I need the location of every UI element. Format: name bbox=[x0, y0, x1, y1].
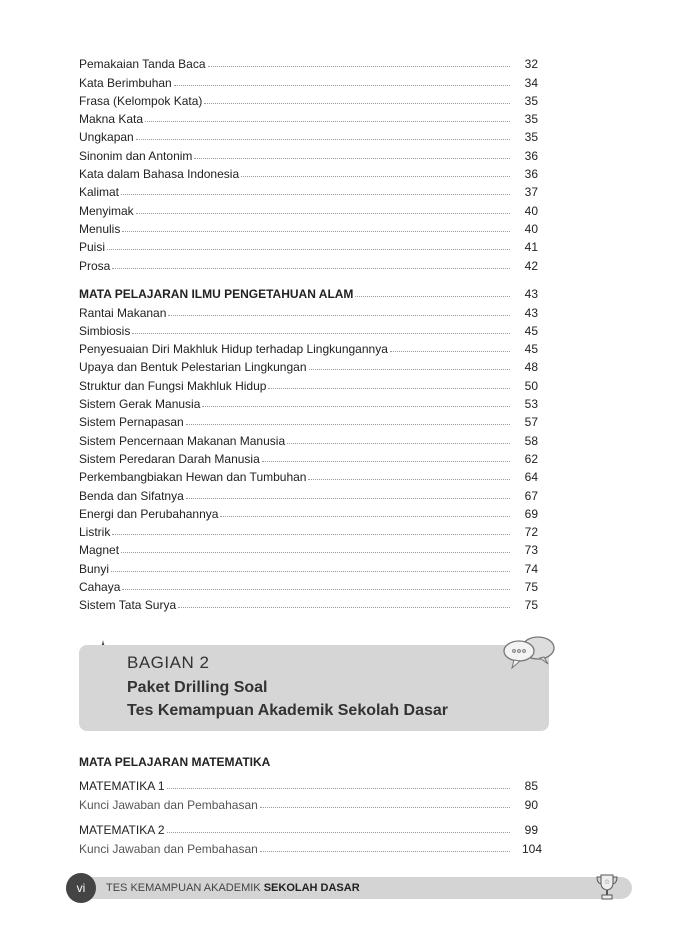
toc-entry-page: 67 bbox=[524, 488, 538, 503]
dot-leader bbox=[111, 571, 510, 572]
toc-entry-page: 35 bbox=[524, 130, 538, 145]
toc-entry-title: Frasa (Kelompok Kata) bbox=[79, 93, 203, 108]
toc-entry-page: 36 bbox=[524, 167, 538, 182]
svg-text:☆: ☆ bbox=[603, 879, 611, 886]
toc-entry-title: Bunyi bbox=[79, 561, 110, 576]
toc-entry-title: MATEMATIKA 2 bbox=[79, 823, 165, 838]
toc-entry[interactable] bbox=[79, 484, 538, 502]
toc-entry-title: Listrik bbox=[79, 525, 111, 540]
toc-entry-page: 75 bbox=[524, 580, 538, 595]
toc-entry-title: Sinonim dan Antonim bbox=[79, 148, 193, 163]
toc-entry-title: Sistem Peredaran Darah Manusia bbox=[79, 451, 260, 466]
dot-leader bbox=[186, 424, 510, 425]
dot-leader bbox=[122, 231, 510, 232]
toc-entry-page: 45 bbox=[524, 342, 538, 357]
dot-leader bbox=[308, 479, 510, 480]
toc-entry[interactable] bbox=[79, 819, 538, 837]
toc-entry-page: 34 bbox=[524, 75, 538, 90]
page-number: vi bbox=[66, 873, 96, 903]
toc-entry[interactable] bbox=[79, 503, 538, 521]
toc-entry[interactable] bbox=[79, 429, 538, 447]
toc-entry[interactable] bbox=[79, 144, 538, 162]
toc-entry-title: MATA PELAJARAN ILMU PENGETAHUAN ALAM bbox=[79, 287, 354, 302]
toc-entry-page: 50 bbox=[524, 378, 538, 393]
dot-leader bbox=[262, 461, 510, 462]
toc-entry-page: 42 bbox=[524, 258, 538, 273]
toc-entry-title: Upaya dan Bentuk Pelestarian Lingkungan bbox=[79, 360, 307, 375]
toc-entry-page: 37 bbox=[524, 185, 538, 200]
toc-entry-page: 73 bbox=[524, 543, 538, 558]
dot-leader bbox=[268, 388, 510, 389]
dot-leader bbox=[136, 213, 510, 214]
trophy-icon bbox=[596, 873, 618, 901]
toc-entry-page: 41 bbox=[524, 240, 538, 255]
toc-entry-title: Rantai Makanan bbox=[79, 305, 167, 320]
toc-entry-title: Sistem Tata Surya bbox=[79, 598, 177, 613]
dot-leader bbox=[112, 534, 510, 535]
dot-leader bbox=[107, 249, 510, 250]
toc-entry[interactable] bbox=[79, 539, 538, 557]
toc-entry-title: Simbiosis bbox=[79, 323, 131, 338]
toc-entry-title: Prosa bbox=[79, 258, 111, 273]
toc-entry-page: 69 bbox=[524, 506, 538, 521]
toc-entry[interactable] bbox=[79, 199, 538, 217]
toc-entry-page: 58 bbox=[524, 433, 538, 448]
toc-entry[interactable] bbox=[79, 163, 538, 181]
dot-leader bbox=[178, 607, 510, 608]
toc-entry-title: Puisi bbox=[79, 240, 106, 255]
toc-entry-title: Kunci Jawaban dan Pembahasan bbox=[79, 797, 258, 812]
toc-matematika-2 bbox=[79, 819, 543, 856]
dot-leader bbox=[220, 516, 510, 517]
toc-entry-title: Energi dan Perubahannya bbox=[79, 506, 219, 521]
toc-entry-page: 99 bbox=[524, 823, 538, 838]
toc-entry[interactable] bbox=[79, 393, 538, 411]
toc-entry[interactable] bbox=[79, 557, 538, 575]
toc-entry[interactable] bbox=[79, 108, 538, 126]
toc-entry-page: 43 bbox=[524, 305, 538, 320]
toc-entry-title: Makna Kata bbox=[79, 112, 144, 127]
toc-entry-title: Magnet bbox=[79, 543, 120, 558]
banner-label: BAGIAN 2 bbox=[127, 653, 210, 672]
matematika-heading: MATA PELAJARAN MATEMATIKA bbox=[79, 755, 271, 769]
dot-leader bbox=[112, 268, 510, 269]
toc-section-heading[interactable] bbox=[79, 283, 538, 301]
toc-entry[interactable] bbox=[79, 521, 538, 539]
toc-entry-page: 40 bbox=[524, 221, 538, 236]
toc-entry[interactable] bbox=[79, 576, 538, 594]
toc-entry-page: 74 bbox=[524, 561, 538, 576]
toc-entry-page: 35 bbox=[524, 112, 538, 127]
toc-entry[interactable] bbox=[79, 218, 538, 236]
toc-entry[interactable] bbox=[79, 301, 538, 319]
toc-entry-title: Kata dalam Bahasa Indonesia bbox=[79, 167, 240, 182]
toc-entry-page: 62 bbox=[524, 451, 538, 466]
dot-leader bbox=[309, 369, 511, 370]
toc-entry-title: Menulis bbox=[79, 221, 121, 236]
banner-title-line2: Tes Kemampuan Akademik Sekolah Dasar bbox=[127, 702, 449, 719]
toc-entry-page: 53 bbox=[524, 397, 538, 412]
dot-leader bbox=[121, 194, 510, 195]
toc-entry[interactable] bbox=[79, 181, 538, 199]
dot-leader bbox=[167, 788, 510, 789]
toc-entry[interactable] bbox=[79, 448, 538, 466]
toc-entry[interactable] bbox=[79, 374, 538, 392]
dot-leader bbox=[202, 406, 510, 407]
toc-matematika-1 bbox=[79, 775, 538, 812]
dot-leader bbox=[122, 589, 510, 590]
dot-leader bbox=[260, 807, 510, 808]
footer-title-light: TES KEMAMPUAN AKADEMIK bbox=[106, 882, 264, 894]
toc-entry[interactable] bbox=[79, 594, 538, 612]
dot-leader bbox=[145, 121, 510, 122]
toc-entry-title: MATEMATIKA 1 bbox=[79, 779, 165, 794]
toc-entry-title: Benda dan Sifatnya bbox=[79, 488, 184, 503]
dot-leader bbox=[287, 443, 510, 444]
toc-entry-page: 43 bbox=[524, 287, 538, 302]
toc-entry[interactable] bbox=[79, 236, 538, 254]
dot-leader bbox=[194, 158, 510, 159]
dot-leader bbox=[174, 85, 510, 86]
toc-entry-page: 85 bbox=[524, 779, 538, 794]
toc-entry-title: Pemakaian Tanda Baca bbox=[79, 57, 206, 72]
footer-title bbox=[106, 882, 360, 894]
toc-entry-title: Sistem Pernapasan bbox=[79, 415, 184, 430]
dot-leader bbox=[121, 552, 510, 553]
toc-entry-page: 48 bbox=[524, 360, 538, 375]
section-banner bbox=[79, 645, 549, 731]
toc-entry-title: Ungkapan bbox=[79, 130, 134, 145]
toc-entry-page: 45 bbox=[524, 323, 538, 338]
dot-leader bbox=[355, 296, 510, 297]
dot-leader bbox=[167, 832, 510, 833]
dot-leader bbox=[204, 103, 510, 104]
dot-leader bbox=[241, 176, 510, 177]
dot-leader bbox=[186, 498, 510, 499]
toc-ipa-list bbox=[79, 283, 538, 612]
dot-leader bbox=[260, 851, 510, 852]
footer-title-bold: SEKOLAH DASAR bbox=[263, 882, 360, 894]
toc-entry-title: Struktur dan Fungsi Makhluk Hidup bbox=[79, 378, 267, 393]
toc-entry[interactable] bbox=[79, 90, 538, 108]
toc-entry-page: 72 bbox=[524, 525, 538, 540]
toc-entry[interactable] bbox=[79, 71, 538, 89]
dot-leader bbox=[132, 333, 510, 334]
dot-leader bbox=[136, 139, 510, 140]
toc-entry-page: 57 bbox=[524, 415, 538, 430]
toc-entry[interactable] bbox=[79, 126, 538, 144]
toc-entry[interactable] bbox=[79, 837, 543, 856]
toc-entry-page: 75 bbox=[524, 598, 538, 613]
toc-entry[interactable] bbox=[79, 793, 538, 811]
toc-entry[interactable] bbox=[79, 338, 538, 356]
dot-leader bbox=[390, 351, 510, 352]
toc-entry[interactable] bbox=[79, 775, 538, 793]
toc-bahasa-indonesia-list bbox=[79, 53, 538, 273]
toc-entry-page: 64 bbox=[524, 470, 538, 485]
toc-entry-title: Perkembangbiakan Hewan dan Tumbuhan bbox=[79, 470, 307, 485]
toc-entry-title: Cahaya bbox=[79, 580, 121, 595]
toc-entry-page: 40 bbox=[524, 203, 538, 218]
toc-entry[interactable] bbox=[79, 411, 538, 429]
banner-title-line1: Paket Drilling Soal bbox=[127, 679, 268, 696]
toc-entry-title: Menyimak bbox=[79, 203, 134, 218]
chat-bubble-icon bbox=[500, 634, 558, 672]
toc-entry[interactable] bbox=[79, 466, 538, 484]
toc-entry-page: 35 bbox=[524, 93, 538, 108]
toc-entry-page: 104 bbox=[522, 841, 543, 856]
dot-leader bbox=[208, 66, 510, 67]
toc-entry-page: 90 bbox=[524, 797, 538, 812]
toc-entry-page: 36 bbox=[524, 148, 538, 163]
toc-entry-title: Penyesuaian Diri Makhluk Hidup terhadap Lingkungannya bbox=[79, 342, 388, 357]
toc-entry[interactable] bbox=[79, 53, 538, 71]
toc-entry-title: Kunci Jawaban dan Pembahasan bbox=[79, 841, 258, 856]
toc-entry-page: 32 bbox=[524, 57, 538, 72]
toc-entry-title: Kata Berimbuhan bbox=[79, 75, 172, 90]
toc-entry[interactable] bbox=[79, 320, 538, 338]
dot-leader bbox=[168, 315, 510, 316]
toc-entry-title: Sistem Pencernaan Makanan Manusia bbox=[79, 433, 286, 448]
toc-entry[interactable] bbox=[79, 254, 538, 272]
toc-entry[interactable] bbox=[79, 356, 538, 374]
toc-entry-title: Sistem Gerak Manusia bbox=[79, 397, 201, 412]
toc-entry-title: Kalimat bbox=[79, 185, 120, 200]
